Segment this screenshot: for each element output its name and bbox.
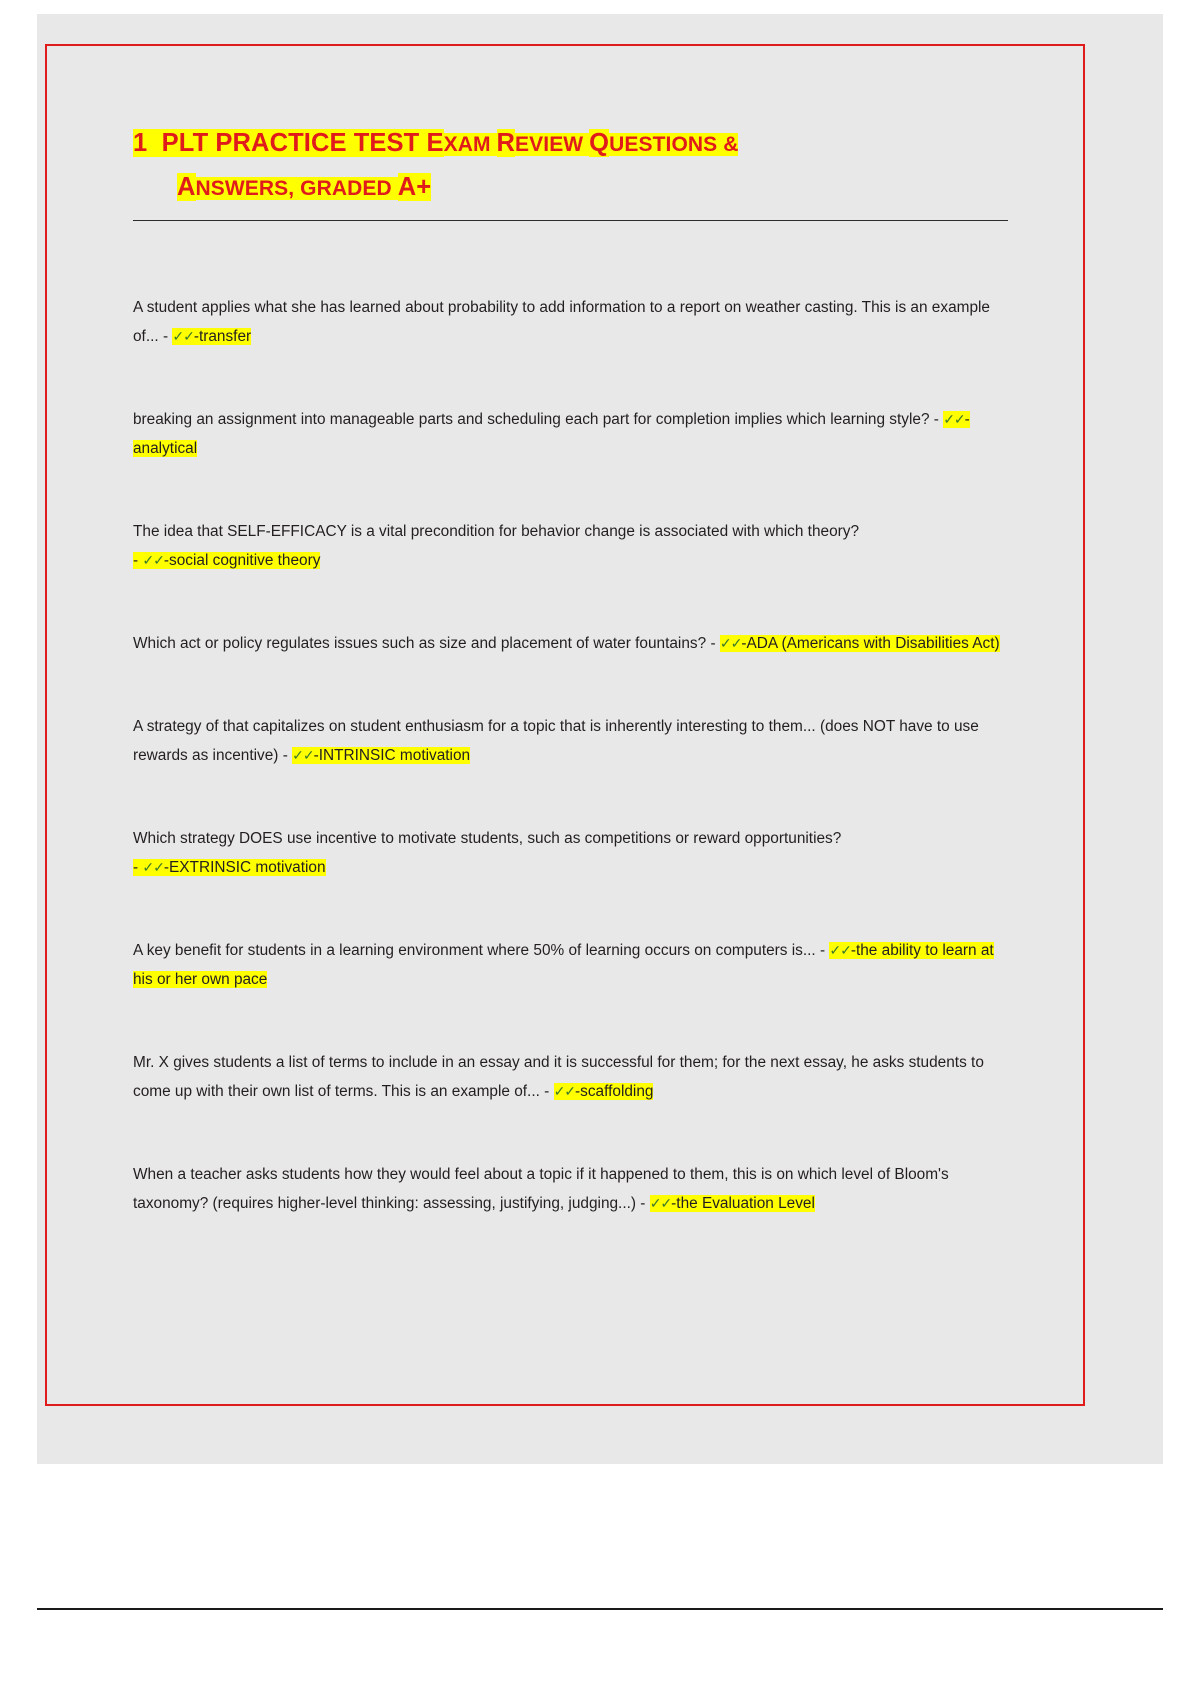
title-exam-cap: E: [426, 129, 444, 157]
question-text: Mr. X gives students a list of terms to include in an essay and it is successful for them; for the next essay, he asks students to come up with their own list of terms. This is an example of... -: [133, 1054, 984, 1100]
title-line-2: [133, 166, 1008, 210]
check-icon: ✓✓: [142, 859, 164, 875]
check-icon: ✓✓: [719, 635, 742, 651]
qa-item: [133, 629, 1005, 658]
answer-text: ✓✓-INTRINSIC motivation: [292, 747, 471, 764]
qa-item: [133, 405, 1005, 463]
question-text: A strategy of that capitalizes on student enthusiasm for a topic that is inherently interesting to them... (does NOT have to use rewards as incentive) -: [133, 718, 979, 764]
question-text: breaking an assignment into manageable parts and scheduling each part for completion implies which learning style? -: [133, 411, 939, 428]
qa-item: [133, 1160, 1005, 1218]
answer-text: ✓✓-scaffolding: [553, 1083, 654, 1100]
question-text: Which act or policy regulates issues such as size and placement of water fountains? -: [133, 635, 716, 652]
title-review-cap: R: [496, 129, 516, 157]
title-grade: A+: [397, 173, 432, 201]
qa-item: [133, 517, 1005, 575]
answer-text: ✓✓-analytical: [133, 411, 970, 457]
title-questions-cap: Q: [589, 129, 610, 157]
check-icon: ✓✓: [553, 1083, 576, 1099]
title-number: 1: [133, 129, 148, 157]
check-icon: ✓✓: [292, 747, 314, 763]
answer-text: - ✓✓-EXTRINSIC motivation: [133, 859, 326, 876]
check-icon: ✓✓: [943, 411, 965, 427]
qa-item: [133, 712, 1005, 770]
check-icon: ✓✓: [172, 328, 194, 344]
title-answers-cap: A: [177, 173, 196, 201]
check-icon: ✓✓: [829, 942, 851, 958]
answer-text: ✓✓-ADA (Americans with Disabilities Act): [719, 635, 1000, 652]
question-text: When a teacher asks students how they would feel about a topic if it happened to them, this is on which level of Bloom's taxonomy? (requires higher-level thinking: assessing, justifying, judging...) -: [133, 1166, 949, 1212]
qa-list: [133, 293, 1008, 1218]
question-text: Which strategy DOES use incentive to motivate students, such as competitions or reward opportunities?: [133, 830, 842, 847]
qa-item: [133, 936, 1005, 994]
document-title-block: [133, 122, 1008, 221]
answer-text: ✓✓-transfer: [172, 328, 252, 345]
qa-item: [133, 293, 1005, 351]
question-text: A key benefit for students in a learning environment where 50% of learning occurs on computers is... -: [133, 942, 826, 959]
title-review-rest: EVIEW: [515, 133, 590, 156]
question-text: A student applies what she has learned about probability to add information to a report on weather casting. This is an example of... -: [133, 299, 990, 345]
check-icon: ✓✓: [142, 552, 164, 568]
title-main: PLT PRACTICE TEST: [161, 129, 427, 157]
title-exam-rest: XAM: [443, 133, 497, 156]
page-footer-space: [0, 1464, 1200, 1700]
footer-divider: [37, 1608, 1163, 1610]
answer-text: - ✓✓-social cognitive theory: [133, 552, 321, 569]
title-answers-rest: NSWERS, GRADED: [195, 177, 398, 200]
check-icon: ✓✓: [649, 1195, 672, 1211]
qa-item: [133, 824, 1005, 882]
answer-text: ✓✓-the ability to learn at his or her own pace: [133, 942, 994, 988]
title-questions-rest: UESTIONS &: [609, 133, 739, 156]
qa-item: [133, 1048, 1005, 1106]
question-text: The idea that SELF-EFFICACY is a vital precondition for behavior change is associated with which theory?: [133, 523, 860, 540]
answer-text: ✓✓-the Evaluation Level: [649, 1195, 815, 1212]
title-line-1: [133, 122, 1008, 166]
document-content: [133, 122, 1008, 1272]
